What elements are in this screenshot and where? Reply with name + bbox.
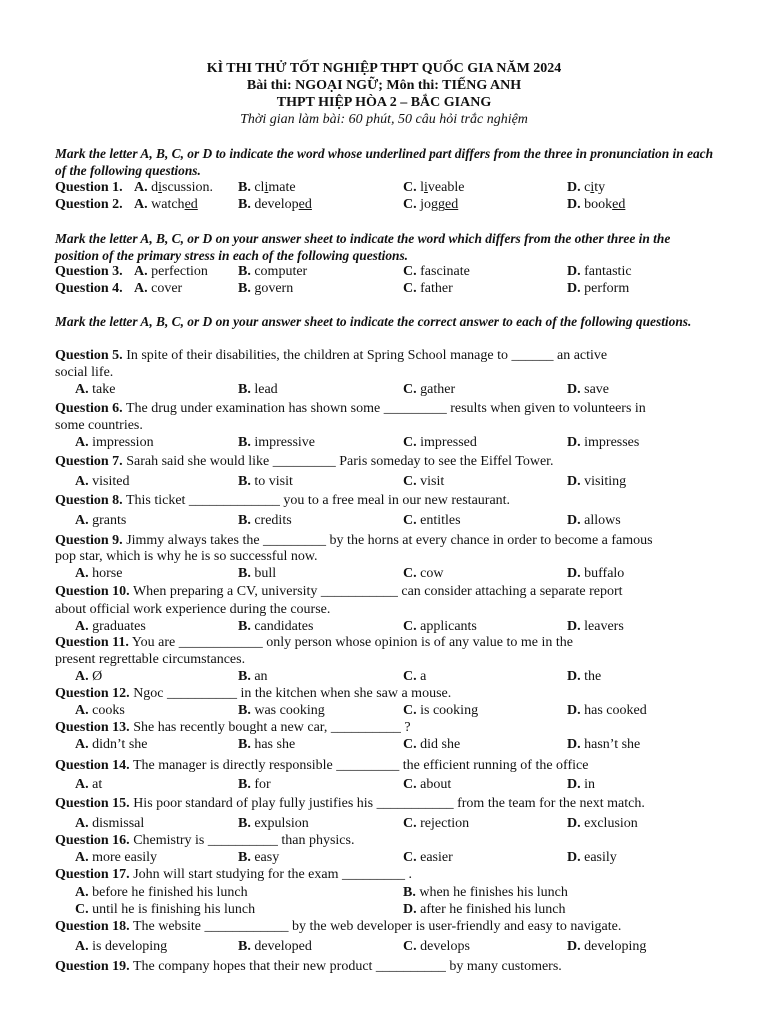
q9-option-b[interactable]: B. bull <box>238 566 277 581</box>
q7-option-a[interactable]: A. visited <box>75 474 130 489</box>
q14-option-b[interactable]: B. for <box>238 777 271 792</box>
q9-option-c[interactable]: C. cow <box>403 566 444 581</box>
q2-option-b[interactable]: B. developed <box>238 197 312 212</box>
q17-option-a[interactable]: A. before he finished his lunch <box>75 885 248 900</box>
q11-option-b[interactable]: B. an <box>238 669 268 684</box>
q3-option-a[interactable]: A. perfection <box>134 264 208 279</box>
q10-option-c[interactable]: C. applicants <box>403 619 477 634</box>
question-13: Question 13. She has recently bought a new car, __________ ? <box>55 720 411 735</box>
q15-option-b[interactable]: B. expulsion <box>238 816 309 831</box>
q1-option-b[interactable]: B. climate <box>238 180 296 195</box>
q14-option-a[interactable]: A. at <box>75 777 103 792</box>
q9-option-a[interactable]: A. horse <box>75 566 123 581</box>
q8-option-d[interactable]: D. allows <box>567 513 621 528</box>
q11-option-a[interactable]: A. Ø <box>75 669 103 684</box>
question-7: Question 7. Sarah said she would like _________ Paris someday to see the Eiffel Tower. <box>55 454 554 469</box>
q13-option-a[interactable]: A. didn’t she <box>75 737 148 752</box>
q7-option-d[interactable]: D. visiting <box>567 474 627 489</box>
question-5-cont: social life. <box>55 365 114 380</box>
question-15: Question 15. His poor standard of play fully justifies his ___________ from the team for the next match. <box>55 796 645 811</box>
question-11: Question 11. You are ____________ only person whose opinion is of any value to me in the <box>55 635 573 650</box>
q13-option-d[interactable]: D. hasn’t she <box>567 737 641 752</box>
q13-option-b[interactable]: B. has she <box>238 737 296 752</box>
q17-option-d[interactable]: D. after he finished his lunch <box>403 902 566 917</box>
q5-option-a[interactable]: A. take <box>75 382 116 397</box>
q3-option-c[interactable]: C. fascinate <box>403 264 470 279</box>
q5-option-b[interactable]: B. lead <box>238 382 278 397</box>
q17-option-c[interactable]: C. until he is finishing his lunch <box>75 902 256 917</box>
school-name: THPT HIỆP HÒA 2 – BẮC GIANG <box>276 95 492 110</box>
q5-option-d[interactable]: D. save <box>567 382 610 397</box>
stress-instruction: Mark the letter A, B, C, or D on your answer sheet to indicate the word which differs from the other three in the position of the primary stress in each of the following questions. <box>55 231 671 263</box>
q12-option-c[interactable]: C. is cooking <box>403 703 479 718</box>
q16-option-d[interactable]: D. easily <box>567 850 617 865</box>
question-16: Question 16. Chemistry is __________ than physics. <box>55 833 355 848</box>
question-4: Question 4. <box>55 281 123 296</box>
q2-option-d[interactable]: D. booked <box>567 197 626 212</box>
q1-option-c[interactable]: C. liveable <box>403 180 465 195</box>
q10-option-b[interactable]: B. candidates <box>238 619 314 634</box>
question-12: Question 12. Ngoc __________ in the kitchen when she saw a mouse. <box>55 686 452 701</box>
q11-option-d[interactable]: D. the <box>567 669 602 684</box>
q6-option-b[interactable]: B. impressive <box>238 435 315 450</box>
q4-option-d[interactable]: D. perform <box>567 281 630 296</box>
q15-option-d[interactable]: D. exclusion <box>567 816 638 831</box>
q10-option-a[interactable]: A. graduates <box>75 619 146 634</box>
q3-option-b[interactable]: B. computer <box>238 264 308 279</box>
q7-option-b[interactable]: B. to visit <box>238 474 293 489</box>
question-18: Question 18. The website ____________ by the web developer is user-friendly and easy to navigate. <box>55 919 622 934</box>
q9-option-d[interactable]: D. buffalo <box>567 566 625 581</box>
q1-option-d[interactable]: D. city <box>567 180 606 195</box>
pronunciation-instruction: Mark the letter A, B, C, or D to indicate the word whose underlined part differs from the three in pronunciation in each of the following questions. <box>55 146 714 178</box>
q6-option-a[interactable]: A. impression <box>75 435 154 450</box>
question-10: Question 10. When preparing a CV, university ___________ can consider attaching a separate report <box>55 584 623 599</box>
q16-option-c[interactable]: C. easier <box>403 850 453 865</box>
question-number: Question 1. <box>55 180 123 195</box>
q4-option-b[interactable]: B. govern <box>238 281 294 296</box>
question-11-cont: present regrettable circumstances. <box>55 652 246 667</box>
q8-option-c[interactable]: C. entitles <box>403 513 461 528</box>
q11-option-c[interactable]: C. a <box>403 669 427 684</box>
question-6: Question 6. The drug under examination has shown some _________ results when given to volunteers in <box>55 401 646 416</box>
q1-option-a[interactable]: A. discussion. <box>134 180 213 195</box>
q15-option-a[interactable]: A. dismissal <box>75 816 145 831</box>
q5-option-c[interactable]: C. gather <box>403 382 456 397</box>
q2-option-a[interactable]: A. watched <box>134 197 198 212</box>
exam-duration: Thời gian làm bài: 60 phút, 50 câu hỏi trắc nghiệm <box>240 112 528 127</box>
q13-option-c[interactable]: C. did she <box>403 737 461 752</box>
q10-option-d[interactable]: D. leavers <box>567 619 624 634</box>
q14-option-c[interactable]: C. about <box>403 777 452 792</box>
question-number: Question 2. <box>55 197 123 212</box>
question-3: Question 3. <box>55 264 123 279</box>
q2-option-c[interactable]: C. jogged <box>403 197 459 212</box>
q4-option-a[interactable]: A. cover <box>134 281 183 296</box>
q8-option-a[interactable]: A. grants <box>75 513 127 528</box>
q12-option-d[interactable]: D. has cooked <box>567 703 647 718</box>
question-14: Question 14. The manager is directly responsible _________ the efficient running of the office <box>55 758 589 773</box>
question-5: Question 5. In spite of their disabilities, the children at Spring School manage to ______ an active <box>55 348 608 363</box>
subject-label: Bài thi: NGOẠI NGỮ; Môn thi: TIẾNG ANH <box>246 78 522 93</box>
question-9-cont: pop star, which is why he is so successful now. <box>55 549 318 564</box>
question-19: Question 19. The company hopes that their new product __________ by many customers. <box>55 959 562 974</box>
q12-option-b[interactable]: B. was cooking <box>238 703 325 718</box>
q6-option-c[interactable]: C. impressed <box>403 435 477 450</box>
q18-option-b[interactable]: B. developed <box>238 939 312 954</box>
q12-option-a[interactable]: A. cooks <box>75 703 125 718</box>
grammar-instruction: Mark the letter A, B, C, or D on your answer sheet to indicate the correct answer to each of the following questions. <box>55 314 692 329</box>
q18-option-d[interactable]: D. developing <box>567 939 647 954</box>
q3-option-d[interactable]: D. fantastic <box>567 264 632 279</box>
q15-option-c[interactable]: C. rejection <box>403 816 470 831</box>
question-10-cont: about official work experience during the course. <box>55 602 331 617</box>
question-8: Question 8. This ticket _____________ you to a free meal in our new restaurant. <box>55 493 511 508</box>
question-6-cont: some countries. <box>55 418 143 433</box>
q18-option-a[interactable]: A. is developing <box>75 939 168 954</box>
q7-option-c[interactable]: C. visit <box>403 474 445 489</box>
question-17: Question 17. John will start studying for the exam _________ . <box>55 867 412 882</box>
exam-title: KÌ THI THỬ TỐT NGHIỆP THPT QUỐC GIA NĂM 2024 <box>206 61 562 76</box>
q8-option-b[interactable]: B. credits <box>238 513 292 528</box>
q18-option-c[interactable]: C. develops <box>403 939 470 954</box>
question-9: Question 9. Jimmy always takes the _________ by the horns at every chance in order to become a famous <box>55 533 653 548</box>
q16-option-a[interactable]: A. more easily <box>75 850 158 865</box>
q17-option-b[interactable]: B. when he finishes his lunch <box>403 885 568 900</box>
q4-option-c[interactable]: C. father <box>403 281 453 296</box>
q16-option-b[interactable]: B. easy <box>238 850 280 865</box>
q6-option-d[interactable]: D. impresses <box>567 435 640 450</box>
q14-option-d[interactable]: D. in <box>567 777 596 792</box>
